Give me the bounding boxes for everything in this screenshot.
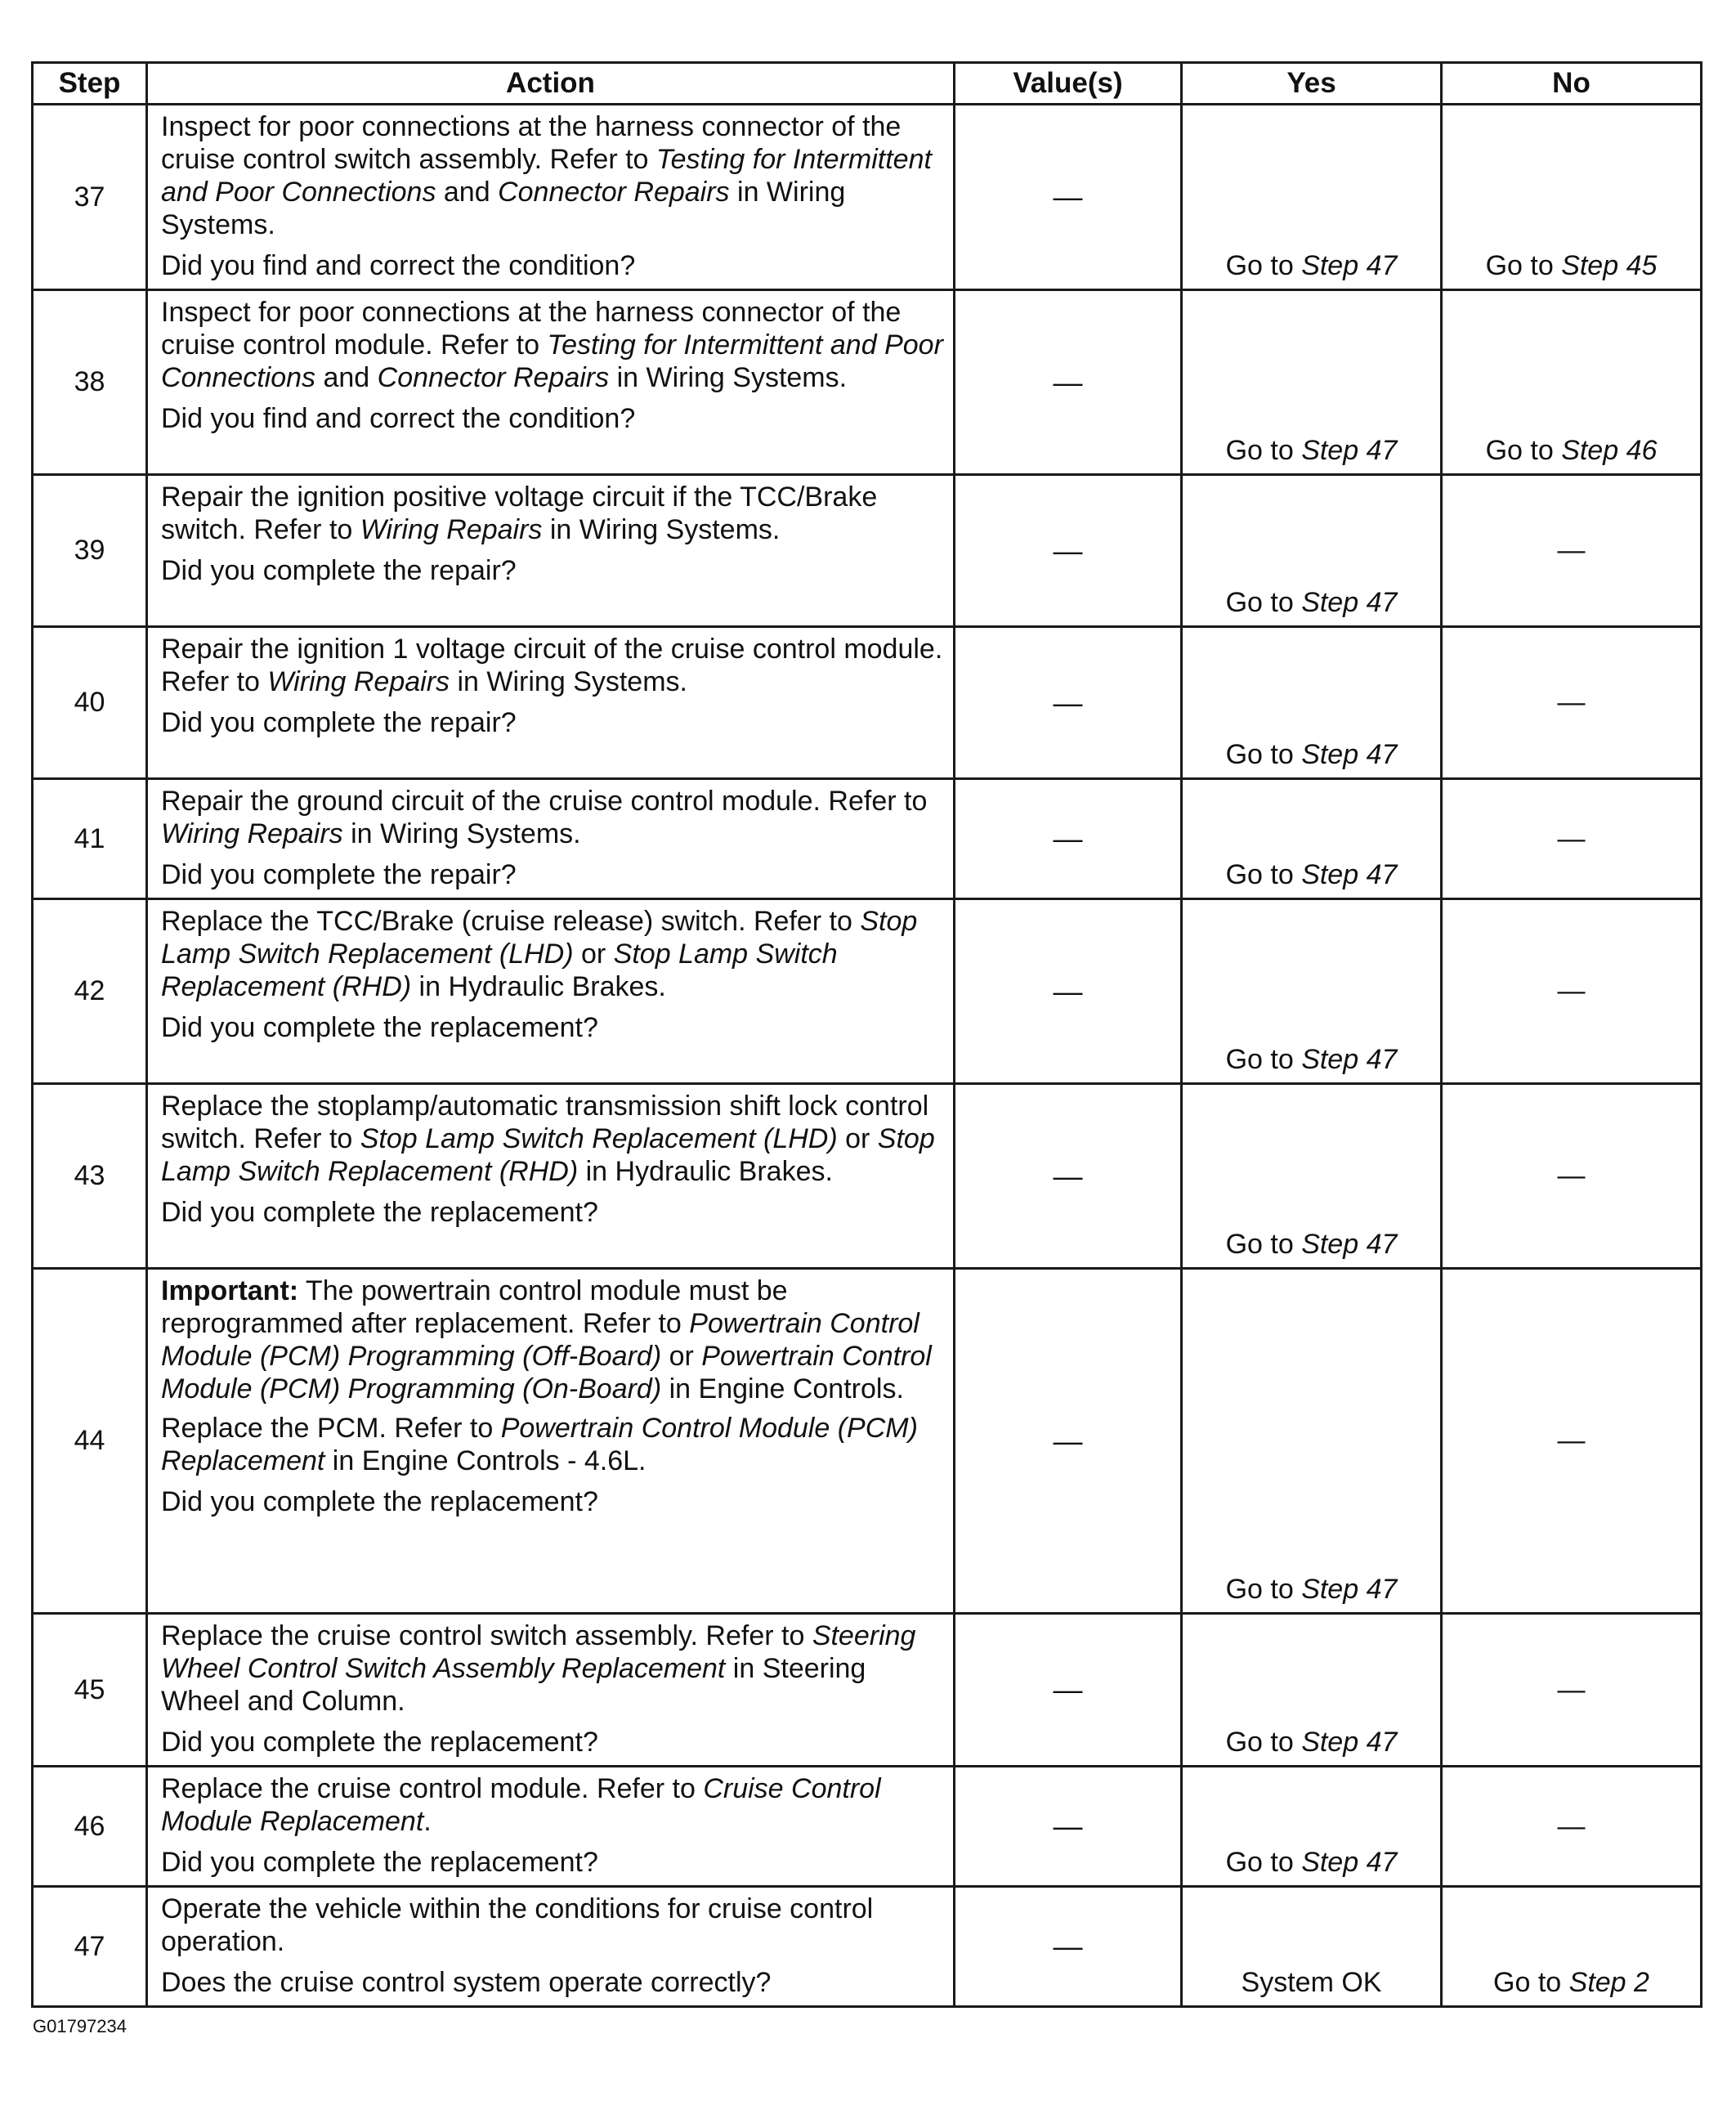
no-result: — xyxy=(1442,1269,1702,1614)
reference-link-text: Stop Lamp Switch Replacement (LHD) xyxy=(360,1123,838,1154)
step-reference: Step 47 xyxy=(1301,1847,1398,1878)
action-segment: Replace the cruise control module. Refer to xyxy=(161,1773,704,1804)
action-segment: in Hydraulic Brakes. xyxy=(411,971,666,1002)
no-result xyxy=(1442,1887,1702,2007)
table-row xyxy=(33,105,1702,290)
yes-result xyxy=(1182,290,1442,475)
header-no: No xyxy=(1442,63,1702,105)
header-row xyxy=(33,63,1702,105)
action-question: Did you complete the replacement? xyxy=(161,1486,598,1517)
action-segment: and xyxy=(315,362,378,393)
reference-link-text: Wiring Repairs xyxy=(267,666,450,697)
step-number: 42 xyxy=(33,899,147,1084)
reference-link-text: Stop Lamp Switch Replacement (LHD) xyxy=(161,906,918,970)
goto-label: Go to xyxy=(1225,1574,1302,1605)
action-paragraph xyxy=(161,110,943,241)
action-paragraph xyxy=(161,1893,943,1958)
step-number: 38 xyxy=(33,290,147,475)
action-text xyxy=(147,899,955,1084)
goto-label: Go to xyxy=(1485,435,1562,466)
action-question: Did you complete the replacement? xyxy=(161,1847,598,1878)
no-result: — xyxy=(1442,1767,1702,1887)
action-text xyxy=(147,1887,955,2007)
header-action: Action xyxy=(147,63,955,105)
action-text xyxy=(147,290,955,475)
action-text xyxy=(147,1614,955,1767)
step-number: 41 xyxy=(33,779,147,899)
reference-link-text: Wiring Repairs xyxy=(360,514,543,545)
action-segment: and xyxy=(436,177,499,208)
table-row xyxy=(33,1767,1702,1887)
reference-link-text: Connector Repairs xyxy=(377,362,610,393)
step-reference: Step 47 xyxy=(1301,1727,1398,1758)
step-reference: Step 47 xyxy=(1301,250,1398,281)
no-result xyxy=(1442,105,1702,290)
action-text xyxy=(147,1269,955,1614)
action-segment: in Wiring Systems. xyxy=(161,177,846,240)
goto-label: System OK xyxy=(1241,1967,1382,1998)
reference-link-text: Steering Wheel Control Switch Assembly Replacement xyxy=(161,1620,916,1684)
action-segment: Inspect for poor connections at the harness connector of the cruise control switch assembly. Refer to xyxy=(161,111,902,175)
step-number: 44 xyxy=(33,1269,147,1614)
important-label: Important: xyxy=(161,1275,299,1306)
table-row xyxy=(33,627,1702,779)
action-paragraph xyxy=(161,481,943,546)
diagnostic-table xyxy=(31,61,1702,2008)
reference-link-text: Stop Lamp Switch Replacement (RHD) xyxy=(161,1123,935,1187)
step-number: 45 xyxy=(33,1614,147,1767)
reference-link-text: Cruise Control Module Replacement xyxy=(161,1773,881,1837)
action-paragraph xyxy=(161,1275,943,1405)
action-text xyxy=(147,627,955,779)
goto-label: Go to xyxy=(1225,587,1302,618)
action-segment: Operate the vehicle within the conditions for cruise control operation. xyxy=(161,1893,874,1957)
yes-result xyxy=(1182,1614,1442,1767)
value-cell: — xyxy=(955,627,1182,779)
action-segment: Inspect for poor connections at the harness connector of the cruise control module. Refer to xyxy=(161,297,902,361)
step-reference: Step 47 xyxy=(1301,435,1398,466)
value-cell: — xyxy=(955,1614,1182,1767)
step-reference: Step 47 xyxy=(1301,587,1398,618)
yes-result xyxy=(1182,105,1442,290)
action-question: Did you complete the repair? xyxy=(161,859,517,890)
figure-id: G01797234 xyxy=(33,2016,127,2036)
goto-label: Go to xyxy=(1225,739,1302,770)
action-segment: Replace the cruise control switch assembly. Refer to xyxy=(161,1620,812,1651)
no-result: — xyxy=(1442,1614,1702,1767)
reference-link-text: Powertrain Control Module (PCM) Programming (Off-Board) xyxy=(161,1308,919,1372)
action-segment: in Engine Controls. xyxy=(661,1373,904,1404)
reference-link-text: Powertrain Control Module (PCM) Replacement xyxy=(161,1413,918,1476)
value-cell: — xyxy=(955,1887,1182,2007)
action-paragraph xyxy=(161,785,943,850)
no-result: — xyxy=(1442,899,1702,1084)
table-row xyxy=(33,779,1702,899)
header-yes: Yes xyxy=(1182,63,1442,105)
step-number: 37 xyxy=(33,105,147,290)
action-segment: in Wiring Systems. xyxy=(609,362,848,393)
step-reference: Step 47 xyxy=(1301,739,1398,770)
action-segment: . xyxy=(423,1806,432,1837)
reference-link-text: Testing for Intermittent and Poor Connections xyxy=(161,329,943,393)
yes-result xyxy=(1182,1084,1442,1269)
yes-result xyxy=(1182,627,1442,779)
action-paragraph xyxy=(161,1412,943,1477)
header-values: Value(s) xyxy=(955,63,1182,105)
value-cell: — xyxy=(955,899,1182,1084)
goto-label: Go to xyxy=(1225,859,1302,890)
no-result: — xyxy=(1442,779,1702,899)
action-segment: or xyxy=(661,1341,702,1372)
action-question: Did you complete the replacement? xyxy=(161,1197,598,1228)
action-question: Did you complete the repair? xyxy=(161,707,517,738)
yes-result xyxy=(1182,779,1442,899)
action-paragraph xyxy=(161,296,943,394)
action-segment: in Wiring Systems. xyxy=(450,666,687,697)
goto-label: Go to xyxy=(1225,1229,1302,1260)
yes-result xyxy=(1182,475,1442,627)
reference-link-text: Connector Repairs xyxy=(498,177,730,208)
action-segment: Replace the PCM. Refer to xyxy=(161,1413,501,1444)
step-reference: Step 47 xyxy=(1301,1044,1398,1075)
action-question: Did you complete the repair? xyxy=(161,555,517,586)
action-segment: in Wiring Systems. xyxy=(342,818,581,849)
goto-label: Go to xyxy=(1485,250,1562,281)
goto-label: Go to xyxy=(1225,1847,1302,1878)
goto-label: Go to xyxy=(1225,1044,1302,1075)
reference-link-text: Powertrain Control Module (PCM) Programming (On-Board) xyxy=(161,1341,932,1404)
table-row xyxy=(33,1084,1702,1269)
yes-result xyxy=(1182,1887,1442,2007)
action-segment: Repair the ignition 1 voltage circuit of the cruise control module. Refer to xyxy=(161,634,943,697)
yes-result xyxy=(1182,1767,1442,1887)
no-result xyxy=(1442,290,1702,475)
action-segment: The powertrain control module must be reprogrammed after replacement. Refer to xyxy=(161,1275,788,1339)
value-cell: — xyxy=(955,290,1182,475)
step-reference: Step 47 xyxy=(1301,1229,1398,1260)
action-paragraph xyxy=(161,905,943,1003)
table-row xyxy=(33,1887,1702,2007)
step-number: 46 xyxy=(33,1767,147,1887)
action-segment: in Hydraulic Brakes. xyxy=(578,1156,833,1187)
no-result: — xyxy=(1442,1084,1702,1269)
action-text xyxy=(147,105,955,290)
action-segment: in Wiring Systems. xyxy=(542,514,781,545)
action-text xyxy=(147,475,955,627)
action-segment: in Engine Controls - 4.6L. xyxy=(324,1445,647,1476)
value-cell: — xyxy=(955,779,1182,899)
action-segment: in Steering Wheel and Column. xyxy=(161,1653,866,1717)
value-cell: — xyxy=(955,105,1182,290)
table-row xyxy=(33,1614,1702,1767)
action-text xyxy=(147,1767,955,1887)
action-paragraph xyxy=(161,1772,943,1838)
yes-result xyxy=(1182,899,1442,1084)
goto-label: Go to xyxy=(1225,435,1302,466)
action-segment: Replace the TCC/Brake (cruise release) switch. Refer to xyxy=(161,906,861,937)
action-question: Did you find and correct the condition? xyxy=(161,403,636,434)
action-segment: Repair the ground circuit of the cruise control module. Refer to xyxy=(161,786,928,817)
action-segment: or xyxy=(837,1123,878,1154)
action-question: Did you find and correct the condition? xyxy=(161,250,636,281)
action-paragraph xyxy=(161,1090,943,1188)
value-cell: — xyxy=(955,1269,1182,1614)
action-question: Did you complete the replacement? xyxy=(161,1727,598,1758)
action-text xyxy=(147,1084,955,1269)
step-reference: Step 45 xyxy=(1561,250,1658,281)
step-number: 40 xyxy=(33,627,147,779)
action-paragraph xyxy=(161,633,943,698)
step-reference: Step 2 xyxy=(1568,1967,1649,1998)
step-reference: Step 46 xyxy=(1561,435,1658,466)
action-paragraph xyxy=(161,1619,943,1718)
yes-result xyxy=(1182,1269,1442,1614)
value-cell: — xyxy=(955,1767,1182,1887)
reference-link-text: Stop Lamp Switch Replacement (RHD) xyxy=(161,939,838,1002)
value-cell: — xyxy=(955,1084,1182,1269)
step-number: 43 xyxy=(33,1084,147,1269)
header-step: Step xyxy=(33,63,147,105)
action-question: Did you complete the replacement? xyxy=(161,1012,598,1043)
action-text xyxy=(147,779,955,899)
step-number: 47 xyxy=(33,1887,147,2007)
no-result: — xyxy=(1442,627,1702,779)
table-body xyxy=(33,105,1702,2007)
table-row xyxy=(33,290,1702,475)
goto-label: Go to xyxy=(1225,250,1302,281)
table-row xyxy=(33,899,1702,1084)
action-segment: or xyxy=(573,939,614,970)
action-question: Does the cruise control system operate correctly? xyxy=(161,1967,772,1998)
step-number: 39 xyxy=(33,475,147,627)
goto-label: Go to xyxy=(1493,1967,1569,1998)
no-result: — xyxy=(1442,475,1702,627)
action-segment: Replace the stoplamp/automatic transmission shift lock control switch. Refer to xyxy=(161,1091,929,1154)
table-row xyxy=(33,1269,1702,1614)
goto-label: Go to xyxy=(1225,1727,1302,1758)
reference-link-text: Wiring Repairs xyxy=(161,818,343,849)
table-row xyxy=(33,475,1702,627)
value-cell: — xyxy=(955,475,1182,627)
action-segment: Repair the ignition positive voltage circuit if the TCC/Brake switch. Refer to xyxy=(161,482,878,545)
reference-link-text: Testing for Intermittent and Poor Connections xyxy=(161,144,932,208)
step-reference: Step 47 xyxy=(1301,859,1398,890)
step-reference: Step 47 xyxy=(1301,1574,1398,1605)
